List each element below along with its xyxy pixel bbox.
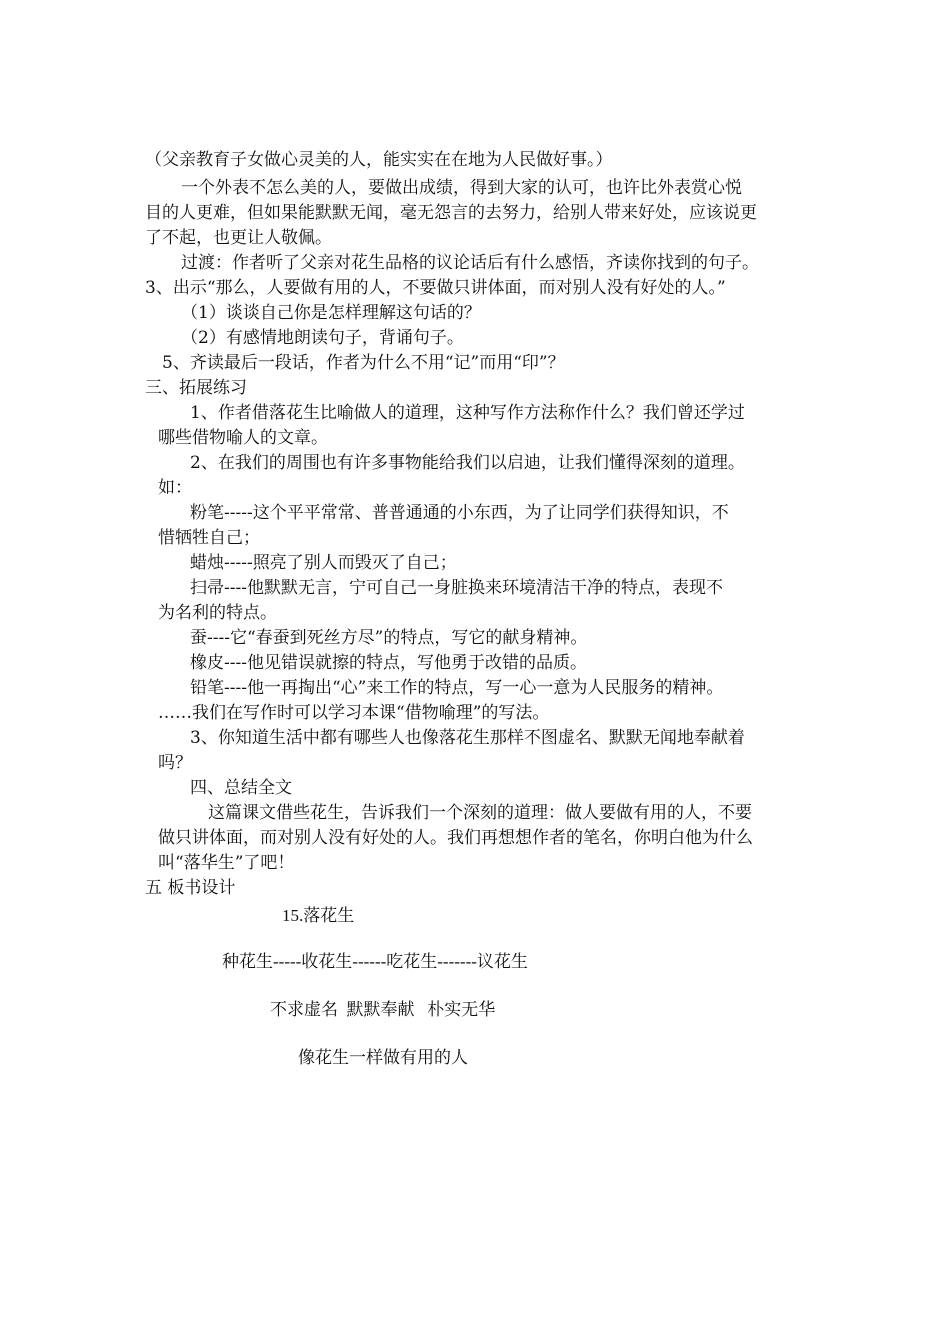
- text-line: 如：: [158, 478, 192, 498]
- text-line: （父亲教育子女做心灵美的人，能实实在在地为人民做好事。）: [145, 150, 613, 170]
- text-line: 目的人更难，但如果能默默无闻，毫无怨言的去努力，给别人带来好处，应该说更: [145, 203, 757, 223]
- text-line: 过渡：作者听了父亲对花生品格的议论话后有什么感悟，齐读你找到的句子。: [181, 253, 759, 273]
- text-line: 了不起，也更让人敬佩。: [145, 228, 332, 248]
- text-line: 惜牺牲自己；: [158, 528, 260, 548]
- text-line: 3、出示“那么，人要做有用的人，不要做只讲体面，而对别人没有好处的人。”: [145, 278, 726, 298]
- text-line: 2、在我们的周围也有许多事物能给我们以启迪，让我们懂得深刻的道理。: [190, 453, 745, 473]
- text-line: 这篇课文借些花生，告诉我们一个深刻的道理：做人要做有用的人，不要: [208, 803, 752, 823]
- text-line: 一个外表不怎么美的人，要做出成绩，得到大家的认可，也许比外表赏心悦: [181, 178, 742, 198]
- text-line: 蜡烛-----照亮了别人而毁灭了自己；: [190, 553, 457, 573]
- text-line: 橡皮----他见错误就擦的特点，写他勇于改错的品质。: [190, 653, 587, 673]
- text-line: 为名利的特点。: [158, 603, 277, 623]
- text-line: 吗？: [158, 753, 192, 773]
- section-heading: 四、总结全文: [190, 778, 292, 798]
- text-line: 铅笔----他一再掏出“心”来工作的特点，写一心一意为人民服务的精神。: [190, 678, 724, 698]
- board-row: 种花生-----收花生------吃花生-------议花生: [222, 952, 528, 971]
- text-line: 做只讲体面，而对别人没有好处的人。我们再想想作者的笔名，你明白他为什么: [158, 828, 753, 848]
- text-line: 1、作者借落花生比喻做人的道理，这种写作方法称作什么？我们曾还学过: [190, 403, 745, 423]
- text-line: 蚕----它“春蚕到死丝方尽”的特点，写它的献身精神。: [190, 628, 588, 648]
- board-title: 15.落花生: [282, 906, 355, 925]
- board-row: 像花生一样做有用的人: [298, 1048, 468, 1067]
- board-row: 不求虚名 默默奉献 朴实无华: [270, 1000, 496, 1019]
- section-heading: 五 板书设计: [145, 878, 236, 898]
- text-line: （1）谈谈自己你是怎样理解这句话的？: [181, 303, 481, 323]
- text-line: 哪些借物喻人的文章。: [158, 428, 328, 448]
- text-line: （2）有感情地朗读句子，背诵句子。: [181, 328, 464, 348]
- text-line: 扫帚----他默默无言，宁可自己一身脏换来环境清洁干净的特点，表现不: [190, 578, 723, 598]
- text-line: 3、你知道生活中都有哪些人也像落花生那样不图虚名、默默无闻地奉献着: [190, 728, 745, 748]
- text-line: ……我们在写作时可以学习本课“借物喻理”的写法。: [158, 703, 550, 723]
- section-heading: 三、拓展练习: [145, 378, 247, 398]
- text-line: 5、齐读最后一段话，作者为什么不用“记”而用“印”？: [162, 353, 565, 373]
- text-line: 叫“落华生”了吧！: [158, 853, 295, 873]
- text-line: 粉笔-----这个平平常常、普普通通的小东西，为了让同学们获得知识，不: [190, 503, 729, 523]
